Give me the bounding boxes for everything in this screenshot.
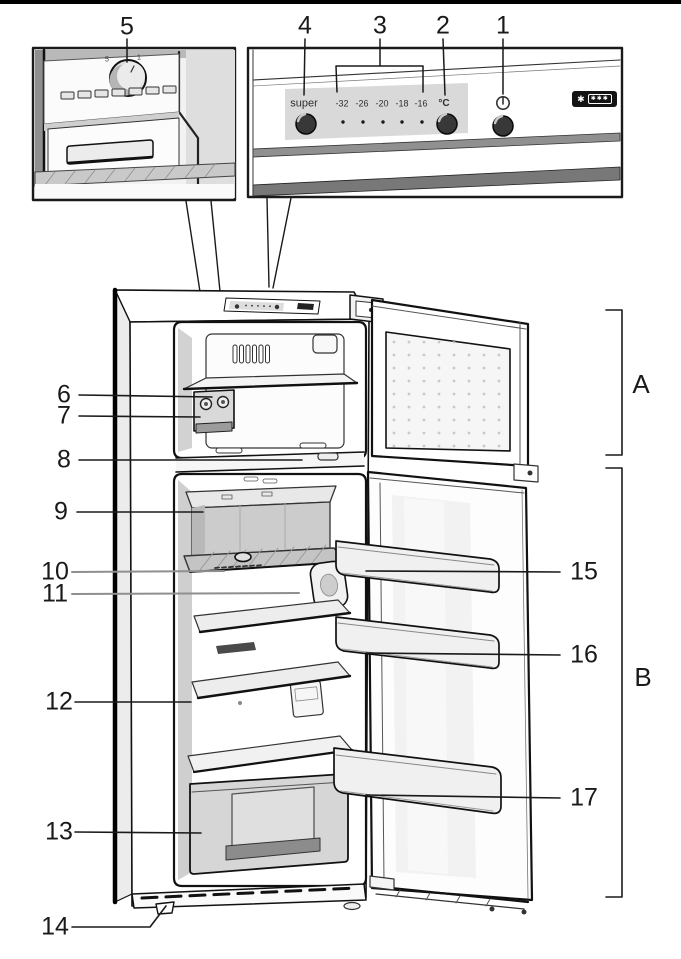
bracket-A <box>606 310 622 455</box>
section-a-label: A <box>632 369 650 399</box>
callout-16-label: 16 <box>570 640 598 669</box>
chiller-box <box>184 486 346 572</box>
callout-7-label: 7 <box>57 401 71 430</box>
callout-3-label: 3 <box>373 11 387 40</box>
knob-mark-5: 5 <box>105 56 109 64</box>
middle-hinge <box>514 464 538 482</box>
section-brackets <box>606 310 622 897</box>
freezer-door <box>372 300 528 466</box>
vegetable-drawer <box>190 774 348 874</box>
callout-13-label: 13 <box>45 817 73 846</box>
super-button-icon <box>296 114 316 134</box>
callout-5-label: 5 <box>120 12 134 41</box>
callout-15-label: 15 <box>570 557 598 586</box>
section-b-label: B <box>634 662 652 692</box>
callout-1-label: 1 <box>496 11 510 40</box>
callout-12-label: 12 <box>45 687 73 716</box>
temp-label--32: -32 <box>335 98 349 109</box>
freezer-rating-badge <box>572 91 617 107</box>
callout-14-label: 14 <box>41 912 69 941</box>
mini-control-strip <box>224 298 320 314</box>
temp-label--20: -20 <box>375 98 389 109</box>
bracket-B <box>606 468 622 897</box>
temp-label--16: -16 <box>414 98 428 109</box>
star-icon: ✱ <box>577 93 585 104</box>
super-label: super <box>290 97 318 110</box>
temp-label--18: -18 <box>395 98 409 109</box>
freezer-compartment <box>174 322 366 458</box>
back-wall-tray <box>290 680 323 717</box>
callout-2-label: 2 <box>436 11 450 40</box>
callout-17-label: 17 <box>570 783 598 812</box>
celsius-button-icon <box>437 114 457 134</box>
temp-label--26: -26 <box>355 98 369 109</box>
power-button-icon <box>493 116 513 136</box>
fridge-compartment <box>174 474 366 886</box>
celsius-label: °C <box>438 98 450 109</box>
callout-10-label: 10 <box>41 557 69 586</box>
thermostat-inset-art <box>33 48 235 200</box>
callout-8-label: 8 <box>57 445 71 474</box>
callout-6-label: 6 <box>57 380 71 409</box>
knob-mark-1: 1 <box>137 54 141 62</box>
thermostat-knob-in-place <box>235 553 251 562</box>
three-star-box-icon: ✱✱✱ <box>588 94 612 105</box>
callout-4-label: 4 <box>298 11 312 40</box>
callout-9-label: 9 <box>54 497 68 526</box>
callout-11-label: 11 <box>42 579 68 608</box>
